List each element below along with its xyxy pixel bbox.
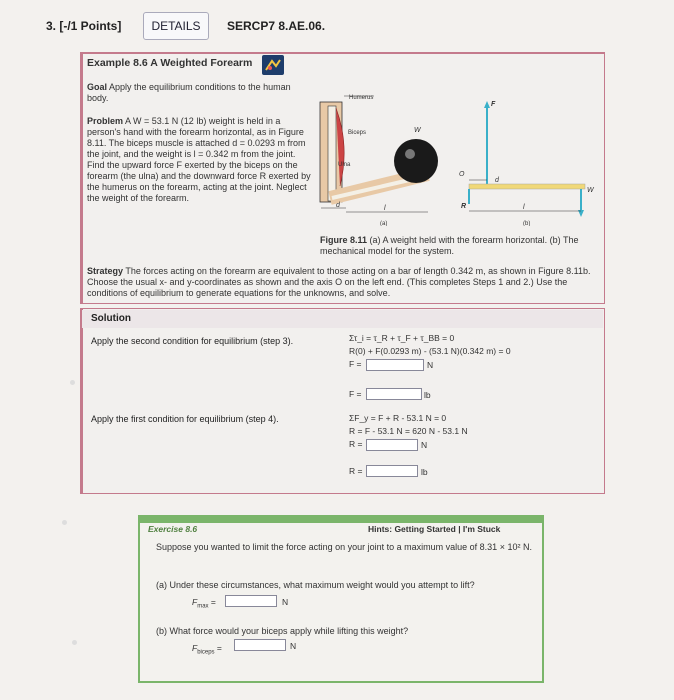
label-l-a: l xyxy=(384,205,386,212)
label-ulna: Ulna xyxy=(338,162,351,168)
label-humerus: Humerus xyxy=(349,95,374,101)
figure-arm-illustration xyxy=(318,86,453,226)
fmax-unit: N xyxy=(282,597,289,607)
R-newton-unit: N xyxy=(421,440,428,450)
solution-header-bar xyxy=(82,310,603,328)
F-pound-input[interactable] xyxy=(366,388,422,400)
figure-caption: Figure 8.11 (a) A weight held with the forearm horizontal. (b) The mechanical model for the system. xyxy=(320,235,579,256)
strategy-text: Strategy The forces acting on the forearm are equivalent to those acting on a bar of length 0.342 m, as shown in Figure 8.11b. Choose the usual x- and y-coordinates as shown and the axis O on the left end. (This completes Steps 1 and 2.) Use the conditions of equilibrium to generate equations for the unknowns, and solve. xyxy=(87,266,591,298)
label-d-b: d xyxy=(495,177,499,184)
R-newton-input[interactable] xyxy=(366,439,418,451)
exercise-prompt: Suppose you wanted to limit the force acting on your joint to a maximum value of 8.31 × 10² N. xyxy=(156,542,532,552)
details-button[interactable]: DETAILS xyxy=(143,12,209,40)
F-newton-input[interactable] xyxy=(366,359,424,371)
page-dot xyxy=(72,640,77,645)
example-title: Example 8.6 A Weighted Forearm xyxy=(87,57,253,69)
torque-equation: Στ_i = τ_R + τ_F + τ_BB = 0 xyxy=(349,333,455,343)
fbiceps-unit: N xyxy=(290,641,297,651)
part-a-question: (a) Under these circumstances, what maximum weight would you attempt to lift? xyxy=(156,580,475,590)
F-pound-unit: lb xyxy=(424,390,431,400)
fmax-label: $F_{max}$ = xyxy=(192,597,216,610)
label-R-b: R xyxy=(461,203,467,210)
problem-code: SERCP7 8.AE.06. xyxy=(227,19,326,33)
step4-label: Apply the first condition for equilibrium (step 4). xyxy=(91,414,279,424)
problem-text: Problem A W = 53.1 N (12 lb) weight is held in a person's hand with the forearm horizontal, as in Figure 8.11. The biceps muscle is attached d = 0.0293 m from the joint, and the weight is l = 0.342 m from the joint. Find the upward force F exerted by the biceps on the forearm (the ulna) and the downward force R exerted by the humerus on the forearm, acting at the joint. Neglect the weight of the forearm. xyxy=(87,116,311,203)
label-d-a: d xyxy=(336,202,340,209)
label-O-b: O xyxy=(459,171,465,178)
step3-label: Apply the second condition for equilibrium (step 3). xyxy=(91,336,294,346)
fbiceps-input[interactable] xyxy=(234,639,286,651)
R-pound-input[interactable] xyxy=(366,465,418,477)
goal-text: Goal Apply the equilibrium conditions to the human body. xyxy=(87,82,291,103)
fbiceps-label: $F_{biceps}$ = xyxy=(192,643,222,656)
page-dot xyxy=(62,520,67,525)
page-dot xyxy=(70,380,75,385)
R-pound-unit: lb xyxy=(421,467,428,477)
figure-mechanical-model xyxy=(455,96,600,226)
label-b: (b) xyxy=(523,221,531,226)
fmax-input[interactable] xyxy=(225,595,277,607)
example-video-icon[interactable] xyxy=(262,55,284,75)
F-pound-label: F = xyxy=(349,389,362,399)
label-a: (a) xyxy=(380,221,388,226)
question-number: 3. [-/1 Points] xyxy=(46,19,122,33)
R-pound-label: R = xyxy=(349,466,363,476)
R-newton-label: R = xyxy=(349,439,363,449)
label-W-a: W xyxy=(414,127,421,134)
force-substitution: R = F - 53.1 N = 620 N - 53.1 N xyxy=(349,426,468,436)
label-biceps: Biceps xyxy=(348,130,367,136)
label-W-b: W xyxy=(587,187,594,194)
label-l-b: l xyxy=(523,204,525,211)
F-newton-unit: N xyxy=(427,360,434,370)
F-newton-label: F = xyxy=(349,359,362,369)
exercise-title: Exercise 8.6 xyxy=(148,524,198,534)
hints-links[interactable]: Hints: Getting Started | I'm Stuck xyxy=(368,524,501,534)
torque-substitution: R(0) + F(0.0293 m) - (53.1 N)(0.342 m) = 0 xyxy=(349,346,511,356)
part-b-question: (b) What force would your biceps apply while lifting this weight? xyxy=(156,626,409,636)
force-equation: ΣF_y = F + R - 53.1 N = 0 xyxy=(349,413,447,423)
solution-title: Solution xyxy=(91,313,131,324)
label-F-b: F xyxy=(491,101,496,108)
